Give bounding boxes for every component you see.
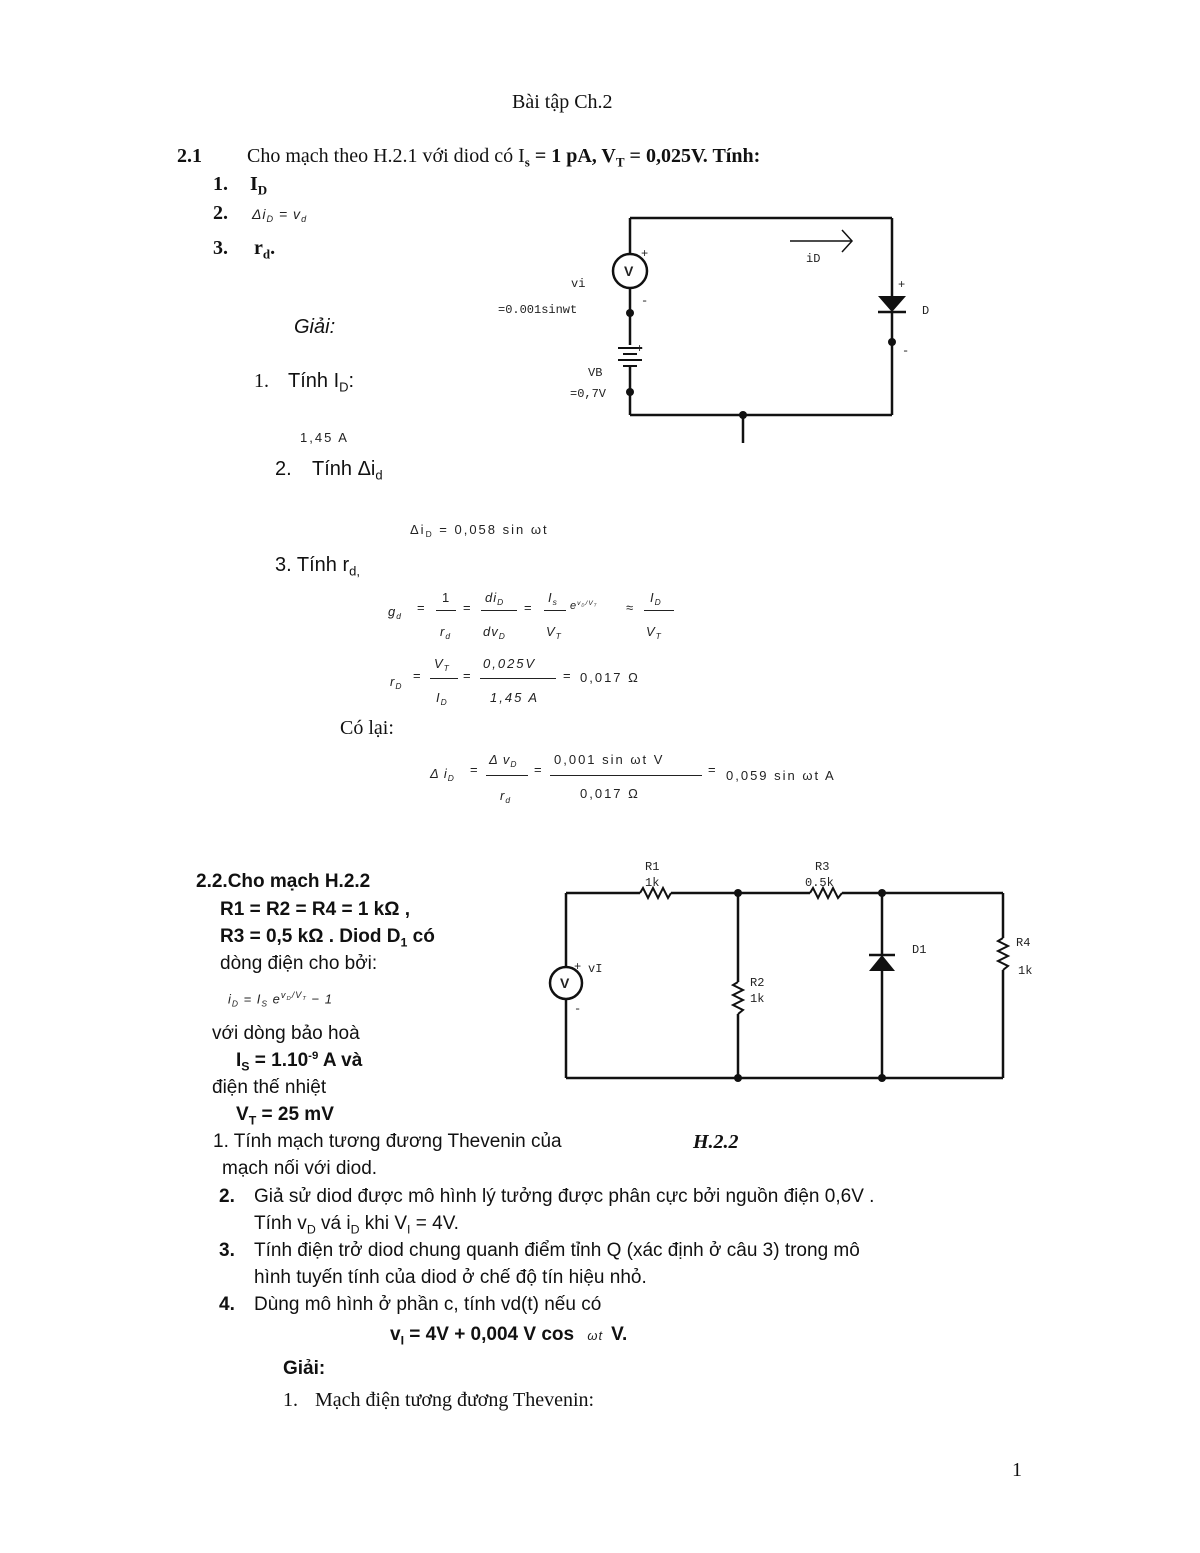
- svg-text:R1: R1: [645, 860, 660, 874]
- svg-text:-: -: [641, 294, 649, 308]
- question-3: Tính điện trở diod chung quanh điểm tỉnh Q (xác định ở câu 3) trong mô: [254, 1240, 860, 1261]
- item-2-number: 2.: [213, 202, 228, 224]
- item-1-text: $I_D$: [250, 173, 268, 198]
- id-result: 1,45 A: [300, 430, 349, 445]
- diode-label: D: [922, 304, 930, 318]
- question-4: Dùng mô hình ở phần c, tính vd(t) nếu có: [254, 1294, 602, 1315]
- problem-2-1-statement: Cho mạch theo H.2.1 với diod có $I_s = 1$ pA, $V_T = 0,025V$. Tính:: [247, 145, 761, 170]
- svg-text:R3: R3: [815, 860, 830, 874]
- vi-value: =0.001sinwt: [498, 303, 578, 317]
- thermal-voltage-text: điện thế nhiệt: [212, 1077, 327, 1098]
- solution-2-2-step-1: Mạch điện tương đương Thevenin:: [315, 1389, 595, 1411]
- question-4-number: 4.: [219, 1294, 235, 1315]
- vb-label: VB: [588, 366, 603, 380]
- page-number: 1: [1012, 1459, 1022, 1481]
- svg-text:+: +: [898, 278, 906, 292]
- vb-value: =0,7V: [570, 387, 607, 401]
- question-1: 1. Tính mạch tương đương Thevenin của: [213, 1131, 562, 1152]
- svg-text:+: +: [636, 342, 644, 356]
- diode-d1-icon: [869, 955, 895, 971]
- svg-text:1k: 1k: [645, 876, 660, 890]
- vt-value: $V_T = 25$ mV: [236, 1104, 334, 1128]
- solution-step-2: Tính $\Delta i_d$: [312, 458, 383, 483]
- svg-text:-: -: [574, 1002, 582, 1016]
- problem-2-1-number: 2.1: [177, 145, 202, 167]
- current-def-text: dòng điện cho bởi:: [220, 953, 378, 974]
- resistor-values-line-1: R1 = R2 = R4 = 1 kΩ ,: [220, 899, 411, 920]
- solution-step-1: Tính $I_D$:: [288, 370, 355, 395]
- resistor-r4-icon: [998, 938, 1008, 970]
- question-2-cont: Tính $v_D$ vá $i_D$ khi $V_I = 4V$.: [254, 1213, 459, 1237]
- resistor-r2-icon: [733, 982, 743, 1014]
- id-label: iD: [806, 252, 821, 266]
- question-2-number: 2.: [219, 1186, 235, 1207]
- svg-text:+: +: [641, 247, 649, 261]
- svg-text:V: V: [560, 975, 570, 991]
- question-3-number: 3.: [219, 1240, 235, 1261]
- item-2-math: $\Delta i_D = v_d$: [252, 206, 308, 225]
- svg-text:D1: D1: [912, 943, 927, 957]
- solution-step-1-number: 1.: [254, 370, 269, 392]
- svg-text:vI: vI: [588, 962, 603, 976]
- question-3-cont: hình tuyến tính của diod ở chế độ tín hiệu nhỏ.: [254, 1267, 647, 1288]
- solution-2-2-step-1-number: 1.: [283, 1389, 298, 1411]
- resistor-values-line-2: R3 = 0,5 kΩ . Diod $D_1$ có: [220, 926, 435, 950]
- item-3-text: $r_d$.: [254, 237, 276, 262]
- diode-current-formula: $i_D = I_S$ $e^{v_D/V_T} - 1$: [228, 990, 333, 1009]
- solution-2-2-label: Giải:: [283, 1358, 326, 1379]
- item-1-number: 1.: [213, 173, 228, 195]
- solution-step-3: 3. Tính $r_{d,}$: [275, 554, 360, 579]
- solution-label: Giải:: [294, 316, 336, 338]
- voltmeter-symbol: V: [624, 263, 634, 279]
- svg-text:1k: 1k: [750, 992, 765, 1006]
- svg-text:1k: 1k: [1018, 964, 1033, 978]
- question-2: Giả sử diod được mô hình lý tưởng được phân cực bởi nguồn điện 0,6V .: [254, 1186, 875, 1207]
- question-1-ref: H.2.2: [693, 1131, 739, 1153]
- svg-text:+: +: [574, 960, 582, 974]
- solution-step-2-number: 2.: [275, 458, 292, 480]
- question-1-cont: mạch nối với diod.: [222, 1158, 378, 1179]
- page-title: Bài tập Ch.2: [512, 91, 613, 113]
- delta-id-result: $\Delta i_D = 0,058$ sin ωt: [410, 522, 549, 539]
- svg-text:-: -: [902, 344, 910, 358]
- problem-2-2-heading: 2.2.Cho mạch H.2.2: [196, 871, 371, 892]
- input-voltage-equation: $v_I = 4V + 0,004$ V cos ωt V.: [390, 1324, 628, 1348]
- is-value: $I_S = 1.10^{-9}$ A và: [236, 1050, 363, 1074]
- vi-label: vi: [571, 277, 586, 291]
- item-3-number: 3.: [213, 237, 228, 259]
- svg-text:R2: R2: [750, 976, 765, 990]
- svg-text:0.5k: 0.5k: [805, 876, 834, 890]
- svg-text:R4: R4: [1016, 936, 1031, 950]
- co-lai-text: Có lại:: [340, 717, 394, 739]
- saturation-text: với dòng bảo hoà: [212, 1023, 360, 1044]
